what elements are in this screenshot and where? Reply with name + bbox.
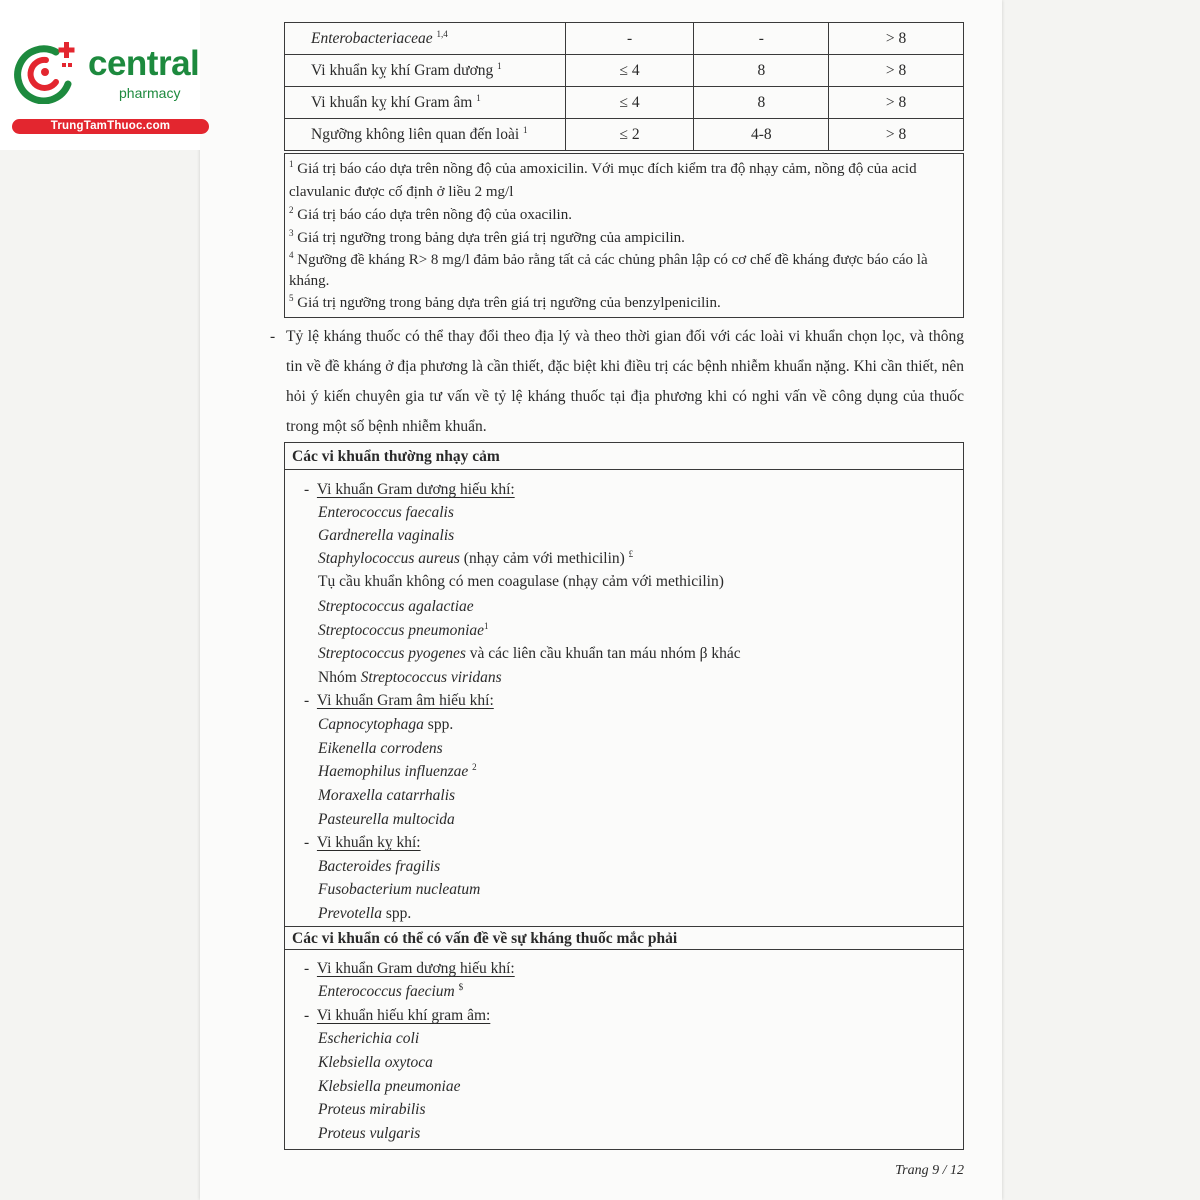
susceptible-cell: ≤ 2: [565, 119, 694, 151]
logo-name: central: [88, 44, 200, 83]
list-item: Proteus vulgaris: [318, 1125, 421, 1142]
footnote: $^2$ Giá trị báo cáo dựa trên nồng độ của oxacilin.: [289, 205, 572, 223]
organism-cell: Vi khuẩn kỵ khí Gram âm $^1$: [285, 87, 566, 119]
resistant-cell: > 8: [829, 119, 964, 151]
resistant-header: Các vi khuẩn có thể có vấn đề về sự kháng thuốc mắc phải: [284, 926, 964, 950]
central-pharmacy-logo-icon: [10, 38, 80, 104]
breakpoint-table: [284, 22, 964, 151]
table-row: [285, 55, 964, 87]
list-item: Escherichia coli: [318, 1030, 420, 1047]
intermediate-cell: 4-8: [694, 119, 829, 151]
list-item: Proteus mirabilis: [318, 1101, 426, 1118]
list-item: Prevotella spp.: [318, 905, 412, 922]
intermediate-cell: -: [694, 23, 829, 55]
table-row: [285, 23, 964, 55]
footnote: $^5$ Giá trị ngưỡng trong bảng dựa trên giá trị ngưỡng của benzylpenicilin.: [289, 293, 721, 311]
organism-cell: Vi khuẩn kỵ khí Gram dương $^1$: [285, 55, 566, 87]
logo-subtitle: pharmacy: [119, 85, 181, 101]
list-item: Bacteroides fragilis: [318, 858, 441, 875]
list-item: Enterococcus faecalis: [318, 504, 454, 521]
page-number: Trang 9 / 12: [895, 1163, 964, 1178]
footnote: $^4$ Ngưỡng đề kháng R> 8 mg/l đảm bảo rằng tất cả các chủng phân lập có cơ chế đề kháng được báo cáo là kháng.: [289, 250, 928, 289]
resistant-cell: > 8: [829, 23, 964, 55]
bullet-dash: -: [270, 328, 276, 345]
susceptible-cell: -: [565, 23, 694, 55]
table-footnotes: [284, 153, 964, 318]
susceptible-header: Các vi khuẩn thường nhạy cảm: [284, 443, 964, 470]
list-item: Klebsiella pneumoniae: [318, 1078, 461, 1095]
list-item: Eikenella corrodens: [318, 740, 443, 757]
organism-cell: Ngưỡng không liên quan đến loài $^1$: [285, 119, 566, 151]
table-row: [285, 87, 964, 119]
list-item: Klebsiella oxytoca: [318, 1054, 433, 1071]
intermediate-cell: 8: [694, 87, 829, 119]
group-gram-positive-aerobic: - Vi khuẩn Gram dương hiếu khí:: [304, 960, 515, 977]
list-item: Nhóm Streptococcus viridans: [318, 669, 502, 686]
footnote: $^3$ Giá trị ngưỡng trong bảng dựa trên giá trị ngưỡng của ampicilin.: [289, 228, 685, 246]
organism-cell: Enterobacteriaceae $^{1,4}$: [285, 23, 566, 55]
table-row: [285, 119, 964, 151]
susceptible-cell: ≤ 4: [565, 87, 694, 119]
list-item: Streptococcus agalactiae: [318, 598, 474, 615]
footnote: $^1$ Giá trị báo cáo dựa trên nồng độ của amoxicilin. Với mục đích kiểm tra độ nhạy cảm, nồng độ của acid clavulanic được cố định ở liều 2 mg/l: [289, 159, 917, 200]
list-item: Pasteurella multocida: [318, 811, 455, 828]
group-gram-positive-aerobic: - Vi khuẩn Gram dương hiếu khí:: [304, 481, 515, 498]
list-item: Tụ cầu khuẩn không có men coagulase (nhạy cảm với methicilin): [318, 573, 724, 590]
list-item: Streptococcus pyogenes và các liên cầu khuẩn tan máu nhóm β khác: [318, 645, 741, 662]
list-item: Streptococcus pneumoniae$^1$: [318, 620, 489, 639]
resistance-paragraph: [270, 322, 964, 442]
list-item: Staphylococcus aureus (nhạy cảm với methicilin) £: [318, 548, 634, 567]
group-gram-negative-aerobic: - Vi khuẩn Gram âm hiếu khí:: [304, 692, 494, 709]
susceptible-cell: ≤ 4: [565, 55, 694, 87]
list-item: Capnocytophaga spp.: [318, 716, 454, 733]
list-item: Fusobacterium nucleatum: [318, 881, 481, 898]
resistant-cell: > 8: [829, 87, 964, 119]
paragraph-text: Tỷ lệ kháng thuốc có thể thay đổi theo địa lý và theo thời gian đối với các loài vi khuẩn chọn lọc, và thông tin về đề kháng ở địa phương là cần thiết, đặc biệt khi điều trị các bệnh nhiễm khuẩn nặng. Khi cần thiết, nên hỏi ý kiến chuyên gia tư vấn về tỷ lệ kháng thuốc tại địa phương khi có nghi vấn về công dụng của thuốc trong một số bệnh nhiễm khuẩn.: [286, 328, 964, 435]
list-item: Moraxella catarrhalis: [318, 787, 456, 804]
logo-site-banner: TrungTamThuoc.com: [12, 119, 209, 134]
list-item: Enterococcus faecium $: [318, 981, 464, 1000]
pharmacy-logo[interactable]: [0, 0, 200, 150]
list-item: Haemophilus influenzae $^2$: [318, 761, 477, 780]
resistant-cell: > 8: [829, 55, 964, 87]
list-item: Gardnerella vaginalis: [318, 527, 455, 544]
intermediate-cell: 8: [694, 55, 829, 87]
group-gram-negative-aerobic: - Vi khuẩn hiếu khí gram âm:: [304, 1007, 491, 1024]
group-anaerobic: - Vi khuẩn kỵ khí:: [304, 834, 421, 851]
